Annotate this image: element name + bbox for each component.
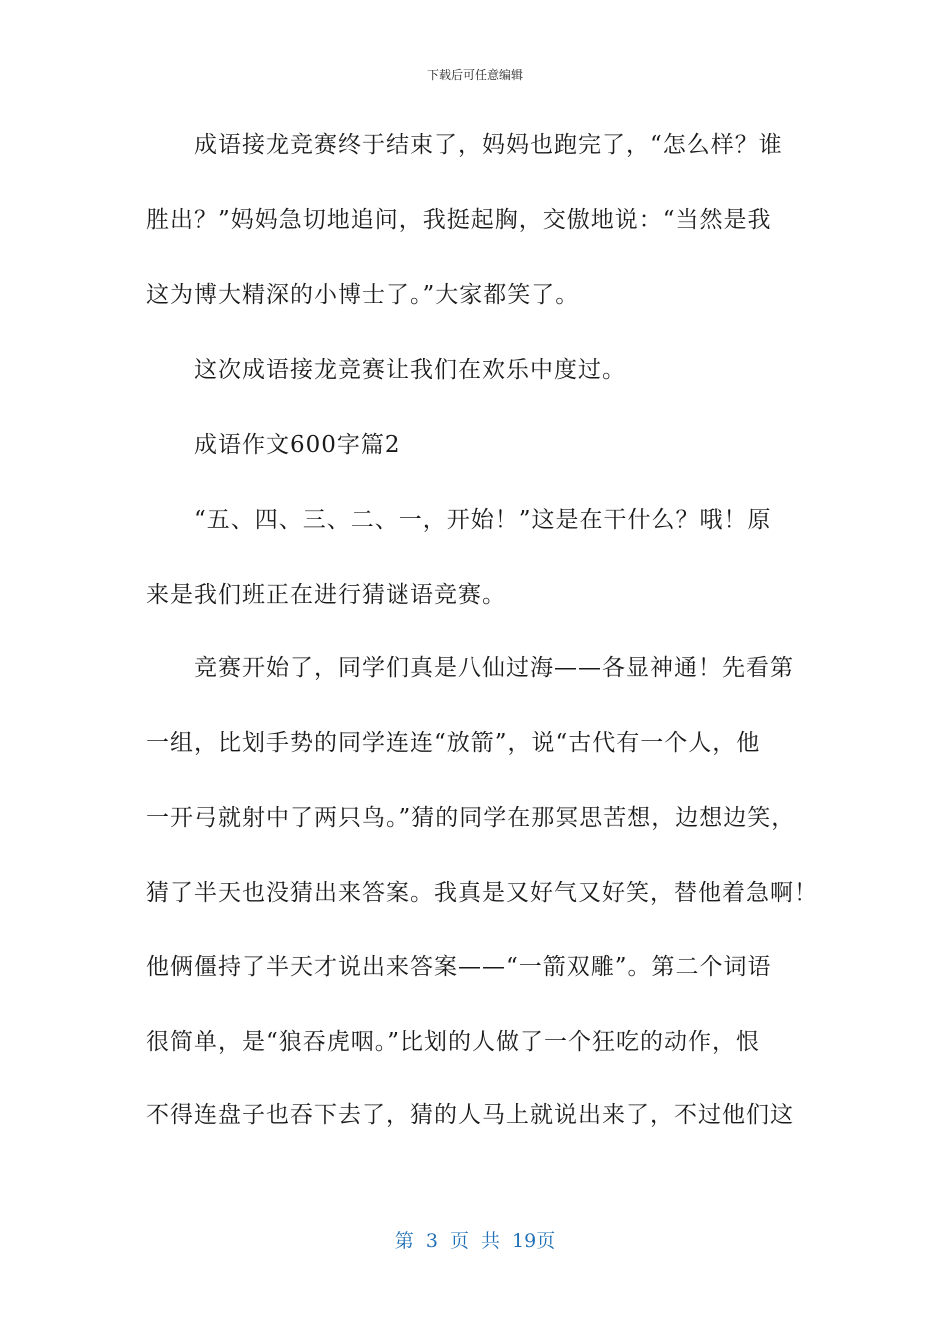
text-line-9: 一组，比划手势的同学连连“放箭”，说“古代有一个人，他 (146, 730, 761, 756)
text-line-13: 很简单，是“狼吞虎咽。”比划的人做了一个狂吃的动作，恨 (146, 1029, 761, 1055)
text-line-4: 这次成语接龙竞赛让我们在欢乐中度过。 (194, 357, 626, 383)
section-heading: 成语作文600字篇2 (194, 432, 401, 458)
text-line-7: 来是我们班正在进行猜谜语竞赛。 (146, 582, 506, 608)
text-line-2: 胜出？”妈妈急切地追问，我挺起胸，交傲地说：“当然是我 (146, 207, 772, 233)
text-line-8: 竞赛开始了，同学们真是八仙过海——各显神通！先看第 (194, 655, 794, 681)
text-line-12: 他俩僵持了半天才说出来答案——“一箭双雕”。第二个词语 (146, 954, 772, 980)
text-line-10: 一开弓就射中了两只鸟。”猜的同学在那冥思苦想，边想边笑， (146, 805, 796, 831)
page-header: 下载后可任意编辑 (426, 68, 523, 82)
text-line-14: 不得连盘子也吞下去了，猜的人马上就说出来了，不过他们这 (146, 1102, 794, 1128)
text-line-1: 成语接龙竞赛终于结束了，妈妈也跑完了，“怎么样？谁 (194, 132, 783, 158)
page-footer: 第 3 页 共 19页 (394, 1230, 556, 1252)
text-line-11: 猜了半天也没猜出来答案。我真是又好气又好笑，替他着急啊！ (146, 880, 818, 906)
text-line-6: “五、四、三、二、一，开始！”这是在干什么？哦！原 (194, 507, 772, 533)
text-line-3: 这为博大精深的小博士了。”大家都笑了。 (146, 282, 580, 308)
